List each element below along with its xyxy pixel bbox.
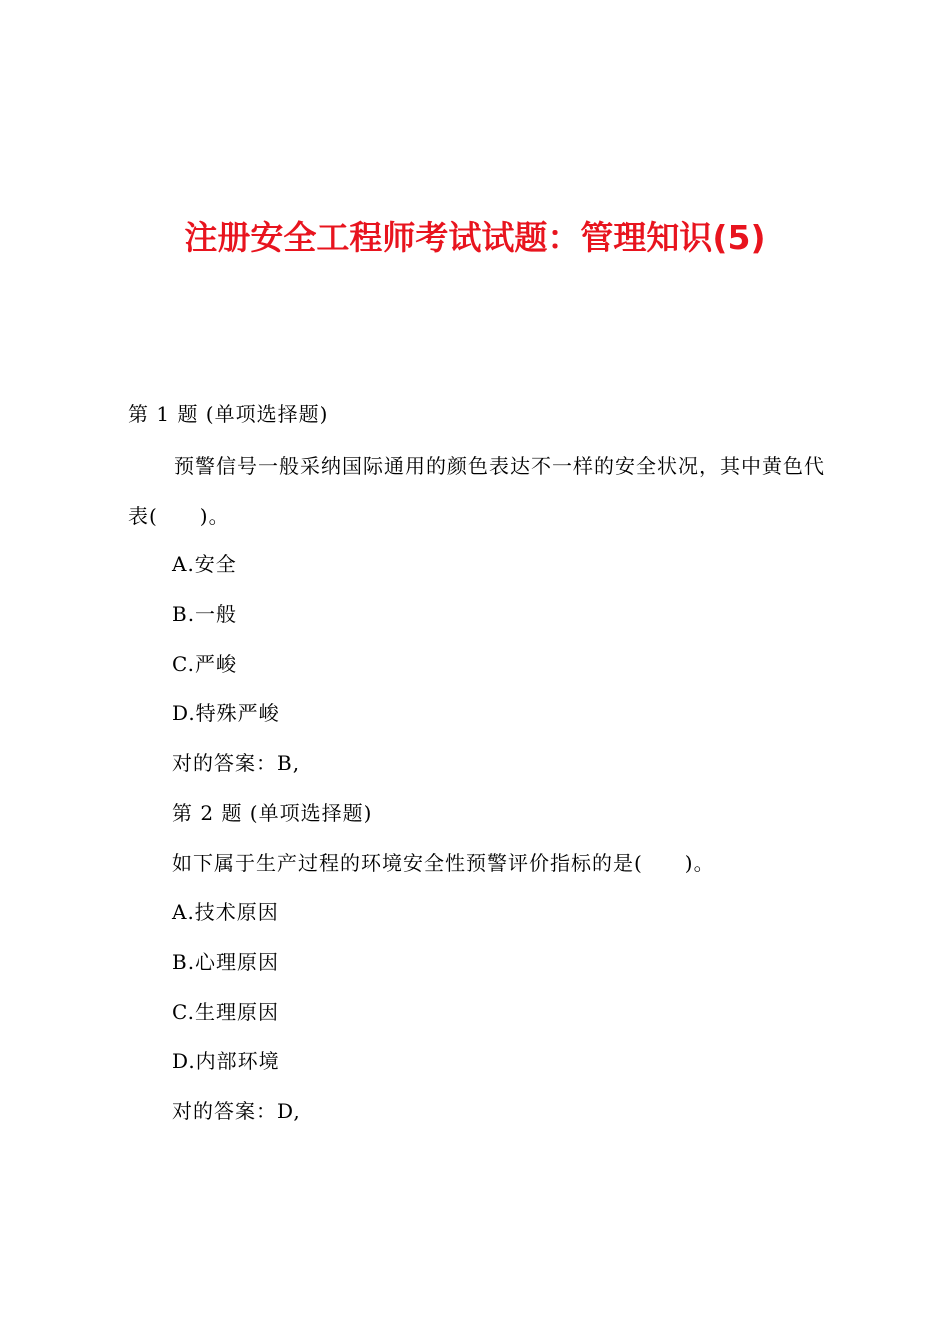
document-title: 注册安全工程师考试试题：管理知识(5) [184, 218, 766, 257]
question-2-stem: 如下属于生产过程的环境安全性预警评价指标的是( )。 [172, 851, 715, 875]
question-1-option-c: C.严峻 [172, 652, 237, 676]
question-1-answer: 对的答案：B, [172, 751, 301, 775]
question-1-option-d: D.特殊严峻 [172, 701, 280, 725]
question-1-option-a: A.安全 [172, 552, 237, 576]
question-2-option-d: D.内部环境 [172, 1049, 280, 1073]
question-2-header: 第 2 题 (单项选择题) [172, 801, 373, 825]
question-1-stem: 预警信号一般采纳国际通用的颜色表达不一样的安全状况，其中黄色代表( )。 [128, 454, 825, 528]
question-2-answer: 对的答案：D, [172, 1099, 301, 1123]
question-2-option-a: A.技术原因 [172, 900, 279, 924]
question-2-option-c: C.生理原因 [172, 1000, 279, 1024]
question-2-option-b: B.心理原因 [172, 950, 280, 974]
question-1-header: 第 1 题 (单项选择题) [128, 402, 329, 426]
question-1-option-b: B.一般 [172, 602, 238, 626]
